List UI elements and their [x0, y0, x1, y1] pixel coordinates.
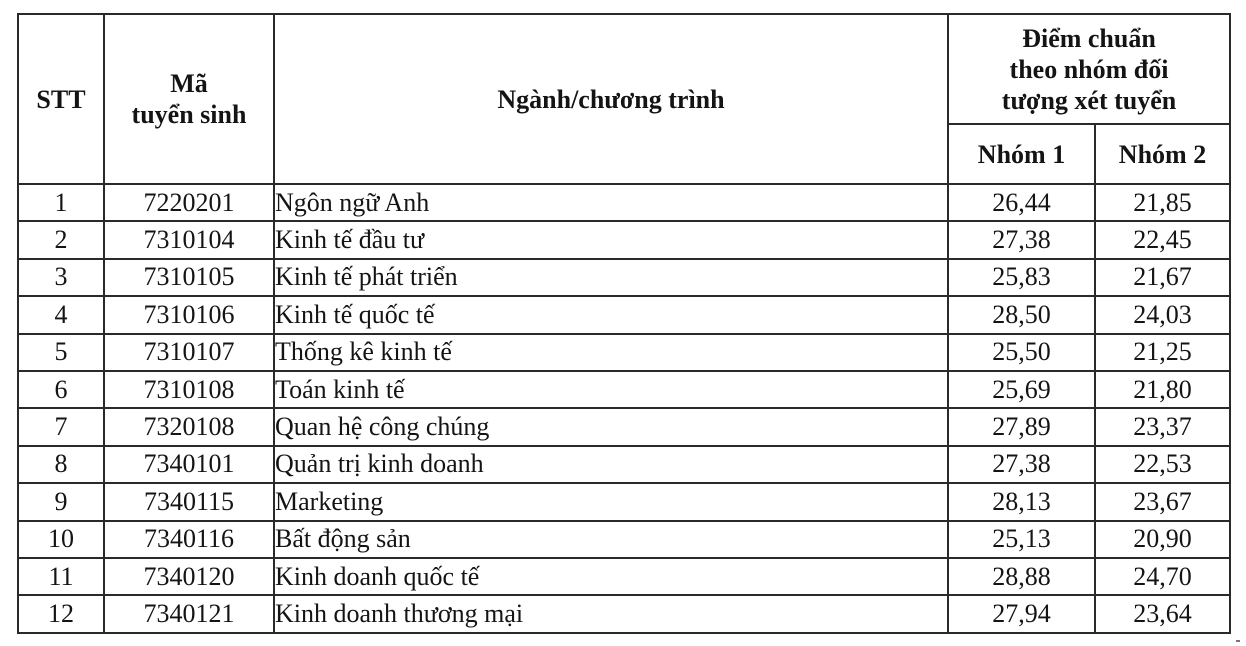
cell-stt: 4 — [18, 296, 104, 333]
cell-stt: 7 — [18, 408, 104, 445]
cell-program: Quản trị kinh doanh — [274, 446, 948, 483]
cell-stt: 8 — [18, 446, 104, 483]
cell-code: 7340115 — [104, 483, 274, 520]
table-row — [18, 558, 1230, 595]
admission-score-table — [17, 13, 1231, 634]
cell-code: 7340101 — [104, 446, 274, 483]
cell-program: Marketing — [274, 483, 948, 520]
cell-code: 7340120 — [104, 558, 274, 595]
cell-code: 7310105 — [104, 259, 274, 296]
table-row — [18, 259, 1230, 296]
cell-stt: 10 — [18, 521, 104, 558]
cell-group2: 21,85 — [1095, 184, 1230, 221]
cell-code: 7310106 — [104, 296, 274, 333]
cell-group2: 21,80 — [1095, 371, 1230, 408]
cell-stt: 6 — [18, 371, 104, 408]
cell-code: 7340116 — [104, 521, 274, 558]
cell-group1: 26,44 — [948, 184, 1095, 221]
header-group1: Nhóm 1 — [948, 124, 1095, 184]
table-row — [18, 408, 1230, 445]
cell-group2: 24,70 — [1095, 558, 1230, 595]
cell-program: Kinh tế phát triển — [274, 259, 948, 296]
header-score-group — [948, 14, 1230, 124]
cell-group2: 22,45 — [1095, 221, 1230, 258]
cell-group1: 25,13 — [948, 521, 1095, 558]
table-row — [18, 296, 1230, 333]
table-row — [18, 483, 1230, 520]
cell-group1: 27,38 — [948, 221, 1095, 258]
header-score-group-line1: Điểm chuẩn — [1022, 23, 1156, 53]
cell-stt: 2 — [18, 221, 104, 258]
cell-code: 7320108 — [104, 408, 274, 445]
cell-code: 7310107 — [104, 334, 274, 371]
table-body — [18, 184, 1230, 633]
cell-stt: 3 — [18, 259, 104, 296]
table-row — [18, 334, 1230, 371]
header-program: Ngành/chương trình — [274, 14, 948, 184]
cell-stt: 9 — [18, 483, 104, 520]
cell-group2: 23,67 — [1095, 483, 1230, 520]
cell-group2: 23,64 — [1095, 595, 1230, 632]
cell-code: 7220201 — [104, 184, 274, 221]
cell-group1: 25,50 — [948, 334, 1095, 371]
cell-group1: 28,13 — [948, 483, 1095, 520]
cell-program: Kinh tế quốc tế — [274, 296, 948, 333]
cell-program: Kinh doanh quốc tế — [274, 558, 948, 595]
header-code-line1: Mã — [170, 69, 208, 98]
cell-group2: 24,03 — [1095, 296, 1230, 333]
cell-group1: 27,38 — [948, 446, 1095, 483]
cell-stt: 1 — [18, 184, 104, 221]
cell-group1: 27,94 — [948, 595, 1095, 632]
header-score-group-line3: tượng xét tuyển — [1001, 85, 1177, 115]
cell-group2: 23,37 — [1095, 408, 1230, 445]
cell-group1: 28,50 — [948, 296, 1095, 333]
header-stt: STT — [18, 14, 104, 184]
cell-program: Ngôn ngữ Anh — [274, 184, 948, 221]
cell-code: 7340121 — [104, 595, 274, 632]
cell-group1: 27,89 — [948, 408, 1095, 445]
table-row — [18, 446, 1230, 483]
table-row — [18, 221, 1230, 258]
cell-program: Kinh tế đầu tư — [274, 221, 948, 258]
table-row — [18, 184, 1230, 221]
cell-program: Thống kê kinh tế — [274, 334, 948, 371]
header-score-group-line2: theo nhóm đối — [1009, 54, 1169, 84]
cell-group1: 28,88 — [948, 558, 1095, 595]
cell-group2: 21,67 — [1095, 259, 1230, 296]
cell-stt: 11 — [18, 558, 104, 595]
table-header — [18, 14, 1230, 184]
cell-group2: 20,90 — [1095, 521, 1230, 558]
cell-group1: 25,83 — [948, 259, 1095, 296]
cell-group2: 21,25 — [1095, 334, 1230, 371]
cell-code: 7310104 — [104, 221, 274, 258]
table-row — [18, 521, 1230, 558]
table-row — [18, 371, 1230, 408]
cell-program: Toán kinh tế — [274, 371, 948, 408]
scan-speck — [1236, 640, 1240, 642]
cell-program: Quan hệ công chúng — [274, 408, 948, 445]
header-group2: Nhóm 2 — [1095, 124, 1230, 184]
header-row — [18, 14, 1230, 124]
cell-group2: 22,53 — [1095, 446, 1230, 483]
table-row — [18, 595, 1230, 632]
cell-program: Kinh doanh thương mại — [274, 595, 948, 632]
cell-group1: 25,69 — [948, 371, 1095, 408]
cell-code: 7310108 — [104, 371, 274, 408]
header-code-line2: tuyển sinh — [131, 100, 247, 129]
cell-program: Bất động sản — [274, 521, 948, 558]
cell-stt: 12 — [18, 595, 104, 632]
header-code — [104, 14, 274, 184]
cell-stt: 5 — [18, 334, 104, 371]
